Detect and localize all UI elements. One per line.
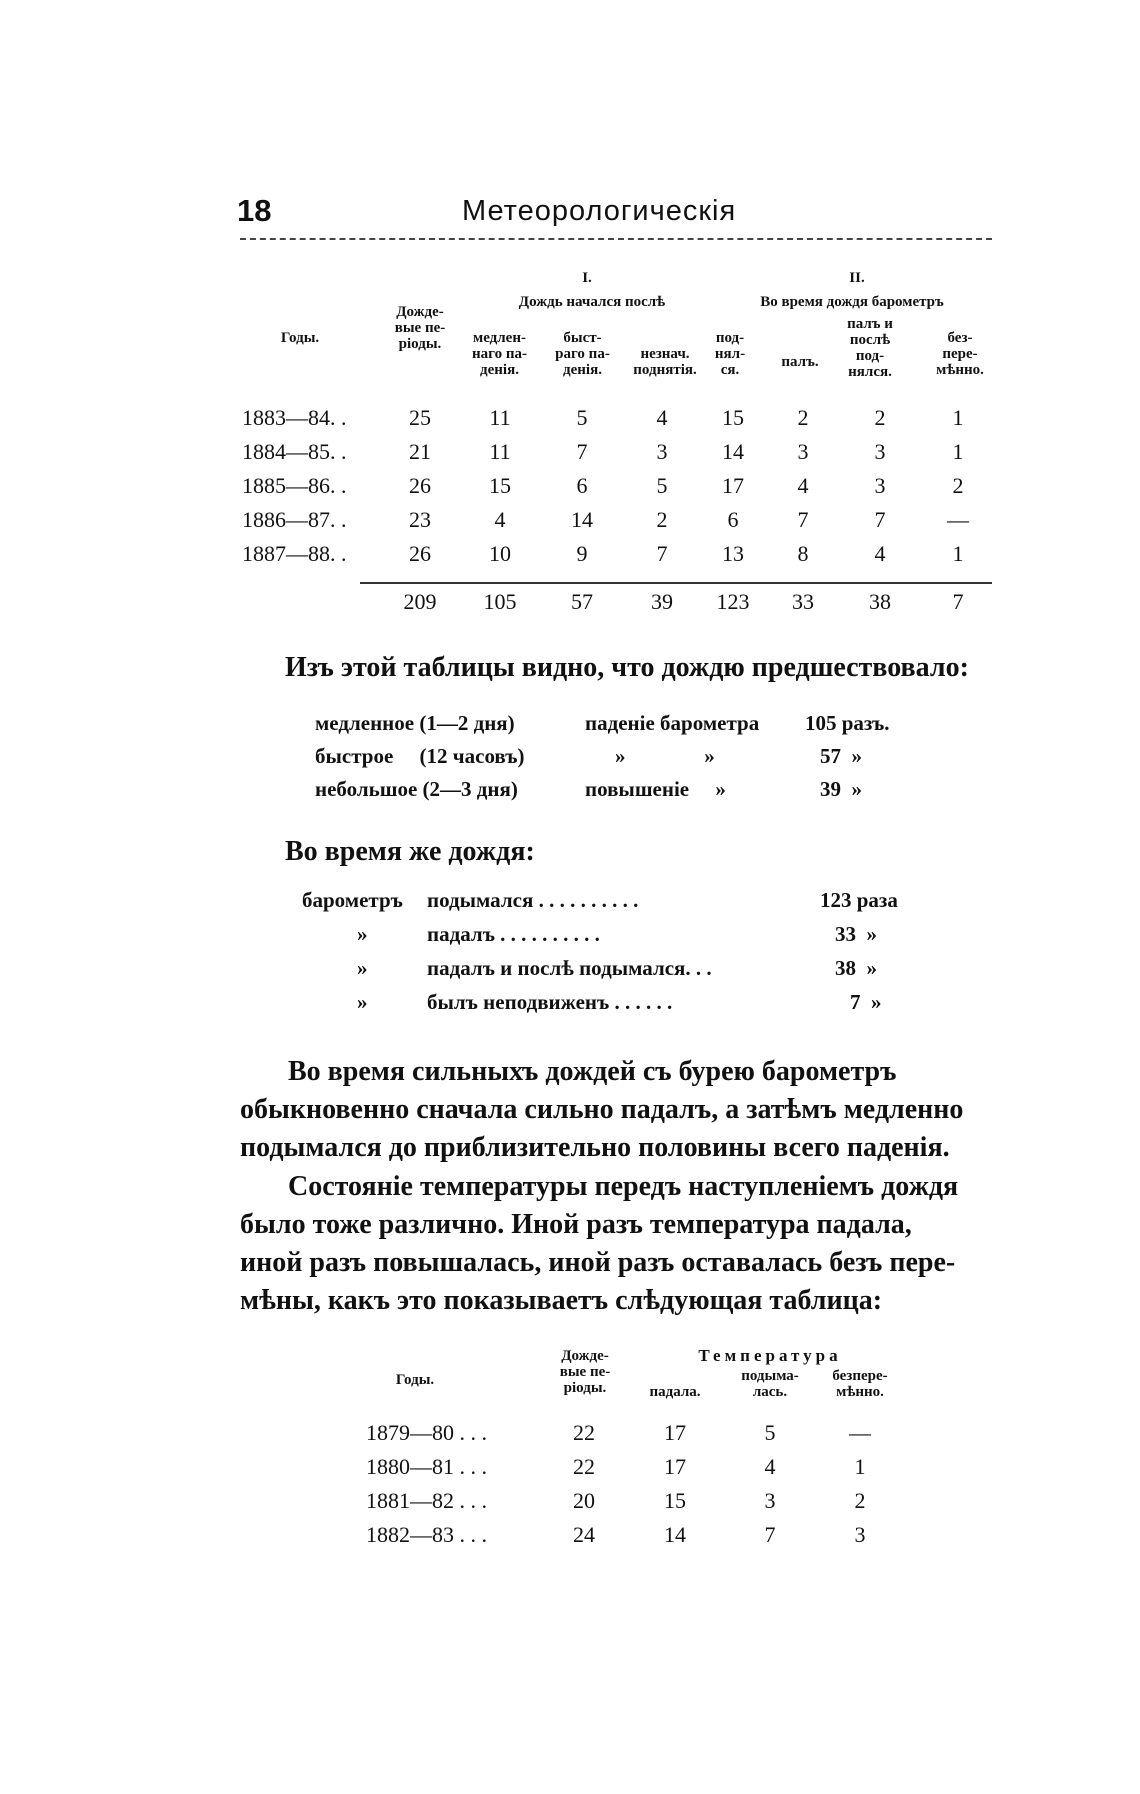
row-year: 1882—83 . . . — [366, 1522, 487, 1547]
list-kind: небольшое (2—3 дня) — [315, 777, 518, 801]
list-subject: » — [357, 990, 368, 1014]
list-count: 7 » — [850, 990, 882, 1014]
list-subject: » — [357, 922, 368, 946]
cell: 26 — [409, 541, 431, 566]
paragraph-line: подымался до приблизительно половины всего паденія. — [240, 1132, 950, 1163]
cell: 25 — [409, 405, 431, 430]
list-event: подымался . . . . . . . . . . — [427, 888, 639, 912]
cell: 17 — [722, 473, 744, 498]
list-event: паденіе барометра — [585, 711, 760, 735]
total-cell: 38 — [869, 589, 891, 614]
cell: 22 — [573, 1420, 595, 1445]
cell: 2 — [797, 405, 809, 430]
list-count: 57 » — [820, 744, 862, 768]
table-row — [240, 471, 992, 505]
row-year: 1879—80 . . . — [366, 1420, 487, 1445]
cell: 7 — [797, 507, 809, 532]
cell: 22 — [573, 1454, 595, 1479]
totals-rule — [360, 582, 992, 584]
list-count: 33 » — [835, 922, 877, 946]
list-item — [315, 773, 965, 806]
total-cell: 123 — [716, 589, 750, 614]
cell: 4 — [874, 541, 886, 566]
cell: 11 — [489, 405, 511, 430]
cell: 14 — [664, 1522, 686, 1547]
cell: 17 — [664, 1454, 686, 1479]
paragraph-line: Состояніе температуры передъ наступленіемъ дождя — [288, 1171, 959, 1202]
table1-col-rose: под- нял- ся. — [714, 330, 746, 378]
table-row — [240, 437, 992, 471]
cell: 13 — [722, 541, 744, 566]
cell: 7 — [874, 507, 886, 532]
cell: 9 — [576, 541, 588, 566]
list-kind: медленное (1—2 дня) — [315, 711, 515, 735]
table1-col-fast: быст- раго па- денія. — [555, 330, 610, 378]
cell: 4 — [494, 507, 506, 532]
table1-col-fell-rose: палъ и послѣ под- нялся. — [847, 316, 893, 380]
cell: 3 — [797, 439, 809, 464]
cell: 6 — [727, 507, 739, 532]
paragraph-line: было тоже различно. Иной разъ температура падала, — [240, 1209, 912, 1240]
total-cell: 57 — [571, 589, 593, 614]
list-item — [315, 740, 965, 773]
cell: 4 — [797, 473, 809, 498]
list-event: » » — [615, 744, 715, 768]
table-row — [240, 539, 992, 573]
row-year: 1881—82 . . . — [366, 1488, 487, 1513]
cell: 11 — [489, 439, 511, 464]
table1-group2-mark: II. — [849, 270, 865, 286]
list-count: 39 » — [820, 777, 862, 801]
list-event: падалъ . . . . . . . . . . — [427, 922, 600, 946]
table-row — [360, 1418, 920, 1452]
cell: 5 — [764, 1420, 776, 1445]
total-cell: 105 — [483, 589, 517, 614]
cell: 7 — [656, 541, 668, 566]
paragraph-line: Во время сильныхъ дождей съ бурею барометръ — [288, 1056, 897, 1087]
table2-col-fell: падала. — [649, 1384, 701, 1400]
paragraph-line: обыкновенно сначала сильно падалъ, а затѣмъ медленно — [240, 1094, 964, 1125]
table2-col-years: Годы. — [395, 1372, 435, 1388]
cell: 1 — [952, 405, 964, 430]
cell: 3 — [874, 473, 886, 498]
table1-col-slow: медлен- наго па- денія. — [472, 330, 527, 378]
cell: 6 — [576, 473, 588, 498]
row-year: 1880—81 . . . — [366, 1454, 487, 1479]
cell: 2 — [952, 473, 964, 498]
table1-group1-mark: I. — [582, 270, 592, 286]
table1-col-unchanged: без- пере- мѣнно. — [936, 330, 984, 378]
cell: 7 — [764, 1522, 776, 1547]
total-cell: 33 — [792, 589, 814, 614]
cell: 1 — [952, 541, 964, 566]
cell: — — [849, 1420, 871, 1445]
cell: 10 — [489, 541, 511, 566]
table2-group-caption: Температура — [698, 1346, 842, 1365]
list-item — [302, 952, 942, 986]
cell: 4 — [764, 1454, 776, 1479]
table1-group1-caption: Дождь начался послѣ — [518, 294, 666, 310]
table1-col-periods: Дожде- вые пе- ріоды. — [394, 304, 446, 352]
cell: 15 — [489, 473, 511, 498]
cell: 7 — [576, 439, 588, 464]
cell: — — [947, 507, 969, 532]
list-kind: быстрое (12 часовъ) — [315, 744, 525, 768]
cell: 8 — [797, 541, 809, 566]
cell: 15 — [664, 1488, 686, 1513]
row-year: 1887—88. . — [242, 541, 347, 566]
cell: 3 — [656, 439, 668, 464]
running-title: Метеорологическія — [462, 195, 737, 227]
cell: 3 — [764, 1488, 776, 1513]
list-item — [315, 707, 965, 740]
cell: 1 — [854, 1454, 866, 1479]
paragraph-line: мѣны, какъ это показываетъ слѣдующая таблица: — [240, 1285, 883, 1316]
page-number: 18 — [237, 193, 272, 228]
list-count: 38 » — [835, 956, 877, 980]
total-cell: 7 — [952, 589, 964, 614]
table2-col-rose: подыма- лась. — [741, 1368, 799, 1400]
table1-group2-caption: Во время дождя барометръ — [760, 294, 944, 310]
header-rule — [240, 238, 992, 240]
table2-body — [360, 1418, 920, 1558]
list-count: 105 разъ. — [805, 711, 890, 735]
list-item — [302, 884, 942, 918]
cell: 17 — [664, 1420, 686, 1445]
table-row — [360, 1520, 920, 1554]
cell: 1 — [952, 439, 964, 464]
cell: 2 — [656, 507, 668, 532]
list-item — [302, 986, 942, 1020]
cell: 4 — [656, 405, 668, 430]
table1-body — [240, 403, 992, 573]
cell: 20 — [573, 1488, 595, 1513]
table-row — [240, 403, 992, 437]
table1-col-fell: палъ. — [781, 354, 819, 370]
cell: 23 — [409, 507, 431, 532]
cell: 2 — [874, 405, 886, 430]
during-rain-list — [302, 884, 942, 1020]
table2-col-periods: Дожде- вые пе- ріоды. — [559, 1348, 611, 1396]
list-count: 123 раза — [820, 888, 898, 912]
list-event: падалъ и послѣ подымался. . . — [427, 956, 712, 980]
table-row — [240, 505, 992, 539]
cell: 14 — [722, 439, 744, 464]
cell: 5 — [656, 473, 668, 498]
table-row — [360, 1486, 920, 1520]
cell: 15 — [722, 405, 744, 430]
cell: 24 — [573, 1522, 595, 1547]
table2-col-unchanged: безпере- мѣнно. — [832, 1368, 888, 1400]
cell: 3 — [854, 1522, 866, 1547]
intro-line-2: Во время же дождя: — [285, 836, 535, 867]
row-year: 1883—84. . — [242, 405, 347, 430]
table1-totals-row — [240, 587, 992, 621]
table1-col-rise: незнач. поднятія. — [633, 346, 697, 378]
precursor-list — [315, 707, 965, 806]
paragraph-temperature — [240, 1168, 992, 1320]
paragraph-storm — [240, 1053, 992, 1167]
cell: 21 — [409, 439, 431, 464]
cell: 26 — [409, 473, 431, 498]
list-item — [302, 918, 942, 952]
paragraph-line: иной разъ повышалась, иной разъ оставалась безъ пере- — [240, 1247, 956, 1278]
table-row — [360, 1452, 920, 1486]
table1-col-years: Годы. — [280, 330, 320, 346]
list-event: былъ неподвиженъ . . . . . . — [427, 990, 673, 1014]
total-cell: 209 — [403, 589, 437, 614]
total-cell: 39 — [651, 589, 673, 614]
row-year: 1884—85. . — [242, 439, 347, 464]
list-subject: » — [357, 956, 368, 980]
list-event: повышеніе » — [585, 777, 726, 801]
intro-line-1: Изъ этой таблицы видно, что дождю предшествовало: — [285, 652, 969, 683]
list-subject: барометръ — [302, 888, 403, 912]
row-year: 1886—87. . — [242, 507, 347, 532]
row-year: 1885—86. . — [242, 473, 347, 498]
cell: 14 — [571, 507, 593, 532]
cell: 5 — [576, 405, 588, 430]
cell: 2 — [854, 1488, 866, 1513]
cell: 3 — [874, 439, 886, 464]
